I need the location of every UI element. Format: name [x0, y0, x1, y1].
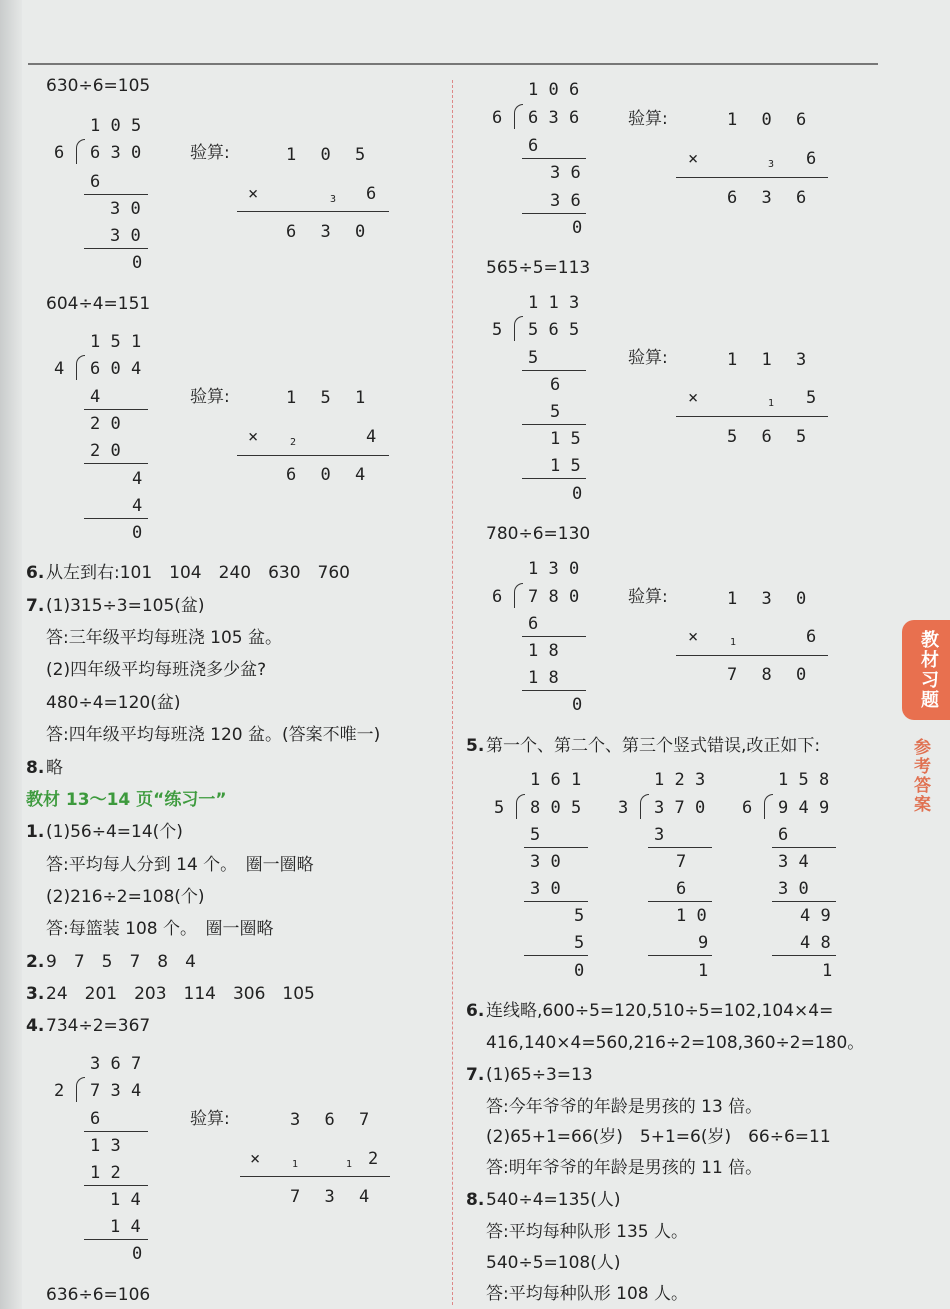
ld4-line2	[522, 213, 586, 214]
ld3-divisor: 2	[54, 1081, 65, 1101]
q7r-answer2: 答:明年爷爷的年龄是男孩的 11 倍。	[486, 1158, 763, 1178]
ld2-row3: 2 0	[90, 441, 121, 461]
q5-text: 第一个、第二个、第三个竖式错误,改正如下:	[486, 736, 821, 756]
c2-quotient: 1 2 3	[654, 770, 706, 790]
ld1-line1	[84, 194, 148, 195]
c2-line1	[648, 847, 712, 848]
ld1-row2: 3 0	[110, 199, 141, 219]
ld6-row1: 6	[528, 614, 539, 634]
q7-answer1: 答:三年级平均每班浇 105 盆。	[46, 628, 282, 648]
ld5-line2	[522, 424, 586, 425]
c3-line3	[772, 955, 836, 956]
ld6-row2: 1 8	[528, 641, 559, 661]
check4-res: 6 3 6	[727, 188, 814, 208]
ld1-dividend: 6 3 0	[90, 143, 142, 163]
check3-line	[240, 1176, 390, 1177]
ld2-bracket	[76, 355, 85, 380]
c3-bracket	[764, 794, 773, 819]
c3-row4: 4 9	[800, 906, 831, 926]
ld5-row5: 1 5	[550, 456, 581, 476]
check1-carry: 3	[330, 194, 337, 205]
check6-res: 7 8 0	[727, 665, 814, 685]
check6-label: 验算:	[628, 587, 668, 607]
check5-carry: 1	[768, 398, 775, 409]
c1-row5: 5	[574, 933, 585, 953]
ld4-divisor: 6	[492, 108, 503, 128]
top-rule	[28, 63, 878, 65]
ld1-quotient: 1 0 5	[90, 116, 142, 136]
c1-line2	[524, 901, 588, 902]
check4-carry: 3	[768, 159, 775, 170]
check2-op: ×	[248, 427, 259, 447]
check2-carry: 2	[290, 437, 297, 448]
ld5-row1: 5	[528, 348, 539, 368]
ld6-bracket	[514, 583, 523, 608]
check5-a: 1 1 3	[727, 350, 814, 370]
q6r-line2: 416,140×4=560,216÷2=108,360÷2=180。	[486, 1033, 865, 1053]
check1-res: 6 3 0	[286, 222, 373, 242]
q8r-answer2: 答:平均每种队形 108 人。	[486, 1284, 688, 1304]
c1-row2: 3 0	[530, 852, 561, 872]
q8-number: 8.	[26, 758, 45, 778]
check3-label: 验算:	[190, 1109, 230, 1129]
q6r-number: 6.	[466, 1001, 485, 1021]
ld1-row1: 6	[90, 172, 101, 192]
ld3-row3: 1 2	[90, 1163, 121, 1183]
equation-780: 780÷6=130	[486, 524, 591, 544]
p1-part1: (1)56÷4=14(个)	[46, 822, 183, 842]
ld1-row4: 0	[132, 253, 143, 273]
ld6-row4: 0	[572, 695, 583, 715]
c3-line2	[772, 901, 836, 902]
ld5-divisor: 5	[492, 320, 503, 340]
c2-row6: 1	[698, 961, 709, 981]
ld5-row2: 6	[550, 375, 561, 395]
ld4-row4: 0	[572, 218, 583, 238]
check2-res: 6 0 4	[286, 465, 373, 485]
c1-row3: 3 0	[530, 879, 561, 899]
c2-row1: 3	[654, 825, 665, 845]
equation-565: 565÷5=113	[486, 258, 591, 278]
ld4-line1	[522, 158, 586, 159]
equation-630: 630÷6=105	[46, 76, 151, 96]
p4-equation: 734÷2=367	[46, 1016, 151, 1036]
ld2-row2: 2 0	[90, 414, 121, 434]
c2-bracket	[640, 794, 649, 819]
check1-b: 6	[366, 184, 377, 204]
ld5-dividend: 5 6 5	[528, 320, 580, 340]
check1-label: 验算:	[190, 143, 230, 163]
c3-row6: 1	[822, 961, 833, 981]
check5-label: 验算:	[628, 348, 668, 368]
check5-op: ×	[688, 388, 699, 408]
p4-number: 4.	[26, 1016, 45, 1036]
ld4-row3: 3 6	[550, 191, 581, 211]
c1-line1	[524, 847, 588, 848]
check4-line	[676, 177, 828, 178]
q8r-part1: 540÷4=135(人)	[486, 1190, 621, 1210]
ld2-divisor: 4	[54, 359, 65, 379]
c2-line3	[648, 955, 712, 956]
check5-line	[676, 416, 828, 417]
ld5-line3	[522, 478, 586, 479]
p1-answer1: 答:平均每人分到 14 个。 圈一圈略	[46, 855, 314, 875]
q7r-part2: (2)65+1=66(岁) 5+1=6(岁) 66÷6=11	[486, 1127, 831, 1147]
q8r-number: 8.	[466, 1190, 485, 1210]
ld5-row3: 5	[550, 402, 561, 422]
c3-row1: 6	[778, 825, 789, 845]
p2-number: 2.	[26, 952, 45, 972]
q7-number: 7.	[26, 596, 45, 616]
check4-op: ×	[688, 149, 699, 169]
c2-dividend: 3 7 0	[654, 798, 706, 818]
c1-line3	[524, 955, 588, 956]
ld3-row1: 6	[90, 1109, 101, 1129]
q7-answer2: 答:四年级平均每班浇 120 盆。(答案不唯一)	[46, 725, 381, 745]
ld3-row6: 0	[132, 1244, 143, 1264]
ld1-divisor: 6	[54, 143, 65, 163]
check2-a: 1 5 1	[286, 388, 373, 408]
ld6-row3: 1 8	[528, 668, 559, 688]
side-label-reference-answers: 参考答案	[910, 738, 930, 814]
check4-a: 1 0 6	[727, 110, 814, 130]
ld5-row6: 0	[572, 484, 583, 504]
c2-row2: 7	[676, 852, 687, 872]
c1-divisor: 5	[494, 798, 505, 818]
section-heading: 教材 13～14 页“练习一”	[26, 790, 227, 810]
ld3-dividend: 7 3 4	[90, 1081, 142, 1101]
ld6-line1	[522, 636, 586, 637]
q6-number: 6.	[26, 563, 45, 583]
p3-number: 3.	[26, 984, 45, 1004]
check5-res: 5 6 5	[727, 427, 814, 447]
ld6-divisor: 6	[492, 587, 503, 607]
ld2-line1	[84, 409, 148, 410]
ld4-row1: 6	[528, 136, 539, 156]
c3-divisor: 6	[742, 798, 753, 818]
check6-carry: 1	[730, 637, 737, 648]
ld5-quotient: 1 1 3	[528, 293, 580, 313]
p1-number: 1.	[26, 822, 45, 842]
ld5-line1	[522, 370, 586, 371]
check4-b: 6	[806, 149, 817, 169]
side-tab-textbook-exercises: 教材习题	[902, 620, 950, 720]
check3-a: 3 6 7	[290, 1110, 377, 1130]
q7r-answer1: 答:今年爷爷的年龄是男孩的 13 倍。	[486, 1097, 763, 1117]
ld3-row4: 1 4	[110, 1190, 141, 1210]
check3-carry: 1 1	[292, 1159, 365, 1170]
ld2-row1: 4	[90, 387, 101, 407]
ld3-quotient: 3 6 7	[90, 1054, 142, 1074]
check2-line	[237, 455, 389, 456]
ld2-line3	[84, 518, 148, 519]
ld2-line2	[84, 463, 148, 464]
q6-answer: 从左到右:101 104 240 630 760	[46, 563, 350, 583]
c3-line1	[772, 847, 836, 848]
c3-quotient: 1 5 8	[778, 770, 830, 790]
ld4-bracket	[514, 104, 523, 129]
ld2-row5: 4	[132, 496, 143, 516]
c2-row3: 6	[676, 879, 687, 899]
equation-604: 604÷4=151	[46, 294, 151, 314]
check6-b: 6	[806, 627, 817, 647]
ld4-row2: 3 6	[550, 163, 581, 183]
ld3-bracket	[76, 1077, 85, 1102]
c3-row2: 3 4	[778, 852, 809, 872]
ld5-row4: 1 5	[550, 429, 581, 449]
q5-number: 5.	[466, 736, 485, 756]
c1-row6: 0	[574, 961, 585, 981]
q7-part2: (2)四年级平均每班浇多少盆?	[46, 660, 267, 680]
column-divider	[452, 80, 453, 1305]
ld3-row5: 1 4	[110, 1217, 141, 1237]
p2-answer: 9 7 5 7 8 4	[46, 952, 196, 972]
ld3-row2: 1 3	[90, 1136, 121, 1156]
q7r-number: 7.	[466, 1065, 485, 1085]
ld2-dividend: 6 0 4	[90, 359, 142, 379]
check5-b: 5	[806, 388, 817, 408]
c1-quotient: 1 6 1	[530, 770, 582, 790]
check1-line	[237, 211, 389, 212]
p1-answer2: 答:每篮装 108 个。 圈一圈略	[46, 919, 274, 939]
ld1-line2	[84, 248, 148, 249]
q7-equation: 480÷4=120(盆)	[46, 693, 181, 713]
ld1-bracket	[76, 139, 85, 164]
ld2-quotient: 1 5 1	[90, 332, 142, 352]
check6-a: 1 3 0	[727, 589, 814, 609]
q8r-part2: 540÷5=108(人)	[486, 1253, 621, 1273]
p1-part2: (2)216÷2=108(个)	[46, 887, 205, 907]
q7-part1: (1)315÷3=105(盆)	[46, 596, 205, 616]
c1-row4: 5	[574, 906, 585, 926]
q8-answer: 略	[46, 758, 63, 778]
ld3-line2	[84, 1185, 148, 1186]
c2-divisor: 3	[618, 798, 629, 818]
ld4-quotient: 1 0 6	[528, 80, 580, 100]
check3-b: 2	[368, 1149, 379, 1169]
ld2-row6: 0	[132, 523, 143, 543]
check6-line	[676, 655, 828, 656]
check4-label: 验算:	[628, 109, 668, 129]
c3-row3: 3 0	[778, 879, 809, 899]
ld6-dividend: 7 8 0	[528, 587, 580, 607]
c1-dividend: 8 0 5	[530, 798, 582, 818]
check2-b: 4	[366, 427, 377, 447]
c1-bracket	[516, 794, 525, 819]
check2-label: 验算:	[190, 387, 230, 407]
q7r-part1: (1)65÷3=13	[486, 1065, 593, 1085]
check1-op: ×	[248, 184, 259, 204]
page-binding	[0, 0, 22, 1309]
check1-a: 1 0 5	[286, 145, 373, 165]
ld3-line3	[84, 1239, 148, 1240]
ld2-row4: 4	[132, 469, 143, 489]
ld6-quotient: 1 3 0	[528, 559, 580, 579]
check3-res: 7 3 4	[290, 1187, 377, 1207]
ld1-row3: 3 0	[110, 226, 141, 246]
ld4-dividend: 6 3 6	[528, 108, 580, 128]
ld6-line2	[522, 690, 586, 691]
check3-op: ×	[250, 1149, 261, 1169]
c3-dividend: 9 4 9	[778, 798, 830, 818]
c2-row4: 1 0	[676, 906, 707, 926]
check6-op: ×	[688, 627, 699, 647]
p3-answer: 24 201 203 114 306 105	[46, 984, 315, 1004]
c2-row5: 9	[698, 933, 709, 953]
q8r-answer1: 答:平均每种队形 135 人。	[486, 1222, 688, 1242]
c1-row1: 5	[530, 825, 541, 845]
equation-636: 636÷6=106	[46, 1285, 151, 1305]
c2-line2	[648, 901, 712, 902]
c3-row5: 4 8	[800, 933, 831, 953]
ld5-bracket	[514, 316, 523, 341]
ld3-line1	[84, 1131, 148, 1132]
q6r-line1: 连线略,600÷5=120,510÷5=102,104×4=	[486, 1001, 834, 1021]
